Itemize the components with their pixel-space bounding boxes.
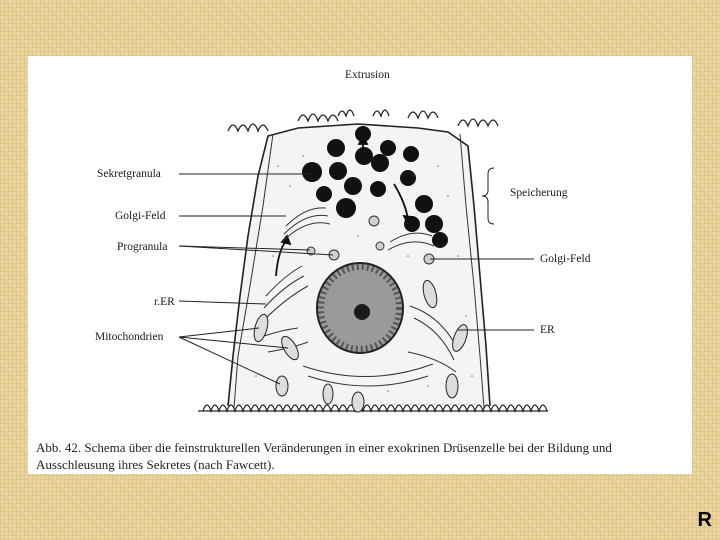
figure-panel: [28, 56, 692, 474]
label-golgi-feld-right: Golgi-Feld: [540, 253, 591, 265]
label-progranula: Progranula: [117, 241, 168, 253]
label-extrusion: Extrusion: [345, 69, 390, 81]
label-mitochondrien: Mitochondrien: [95, 331, 164, 343]
cell-diagram: [28, 56, 692, 436]
label-speicherung: Speicherung: [510, 187, 568, 199]
figure-caption: Abb. 42. Schema über die feinstrukturellen Veränderungen in einer exokrinen Drüsenzelle bei der Bildung und Ausschleusung ihres Sekretes (nach Fawcett).: [36, 440, 612, 472]
slide-letter: R: [697, 509, 712, 531]
label-rer: r.ER: [154, 296, 175, 308]
label-er: ER: [540, 324, 555, 336]
nucleolus: [354, 304, 370, 320]
label-golgi-feld-left: Golgi-Feld: [115, 210, 166, 222]
label-sekretgranula: Sekretgranula: [97, 168, 161, 180]
